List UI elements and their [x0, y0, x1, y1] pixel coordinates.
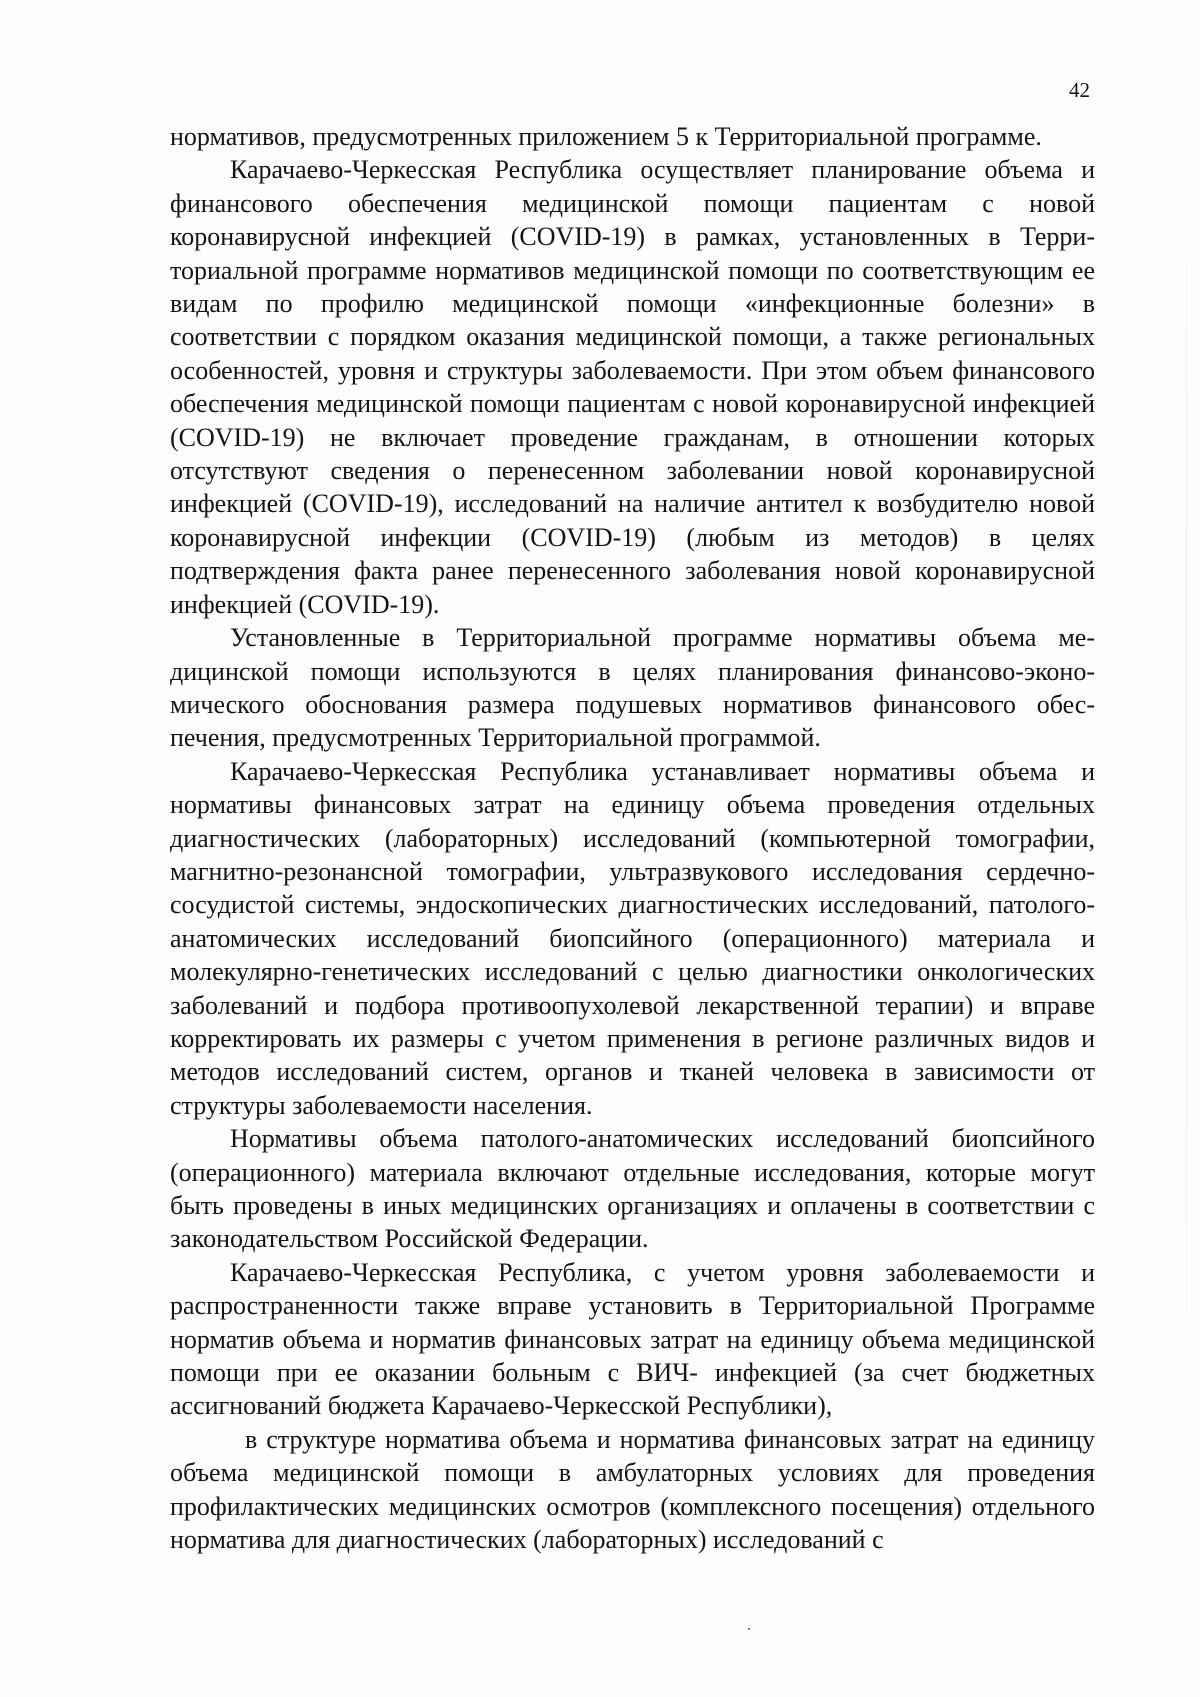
- paragraph-hiv-norms: Карачаево-Черкесская Республика, с учетом уровня заболеваемости и распространенности также вправе установить в Территориальной Программе норматив объема и норматив финансовых затрат на единицу объема медицинской помощи при ее оказании больным с ВИЧ- инфекцией (за счет бюджетных ассигнований бюджета Карачаево-Черкесской Республики),: [170, 1257, 1095, 1421]
- scan-edge-shadow: [1186, 38, 1187, 1658]
- paragraph-pathology-norms: Нормативы объема патолого-анатомических исследований биопсийного (операционного) материала включают отдельные исследования, которые могут быть проведены в иных медицинских организациях и оплачены в соответствии с законодательством Российской Федерации.: [170, 1124, 1095, 1254]
- scan-speck: [748, 1628, 750, 1630]
- page-number: 42: [1069, 78, 1090, 102]
- paragraph-volume-norms: Установленные в Территориальной программе нормативы объема медицинской помощи используются в целях планирования финансово-экономического обоснования размера подушевых нормативов финансового обеспечения, предусмотренных Территориальной программой.: [170, 623, 1095, 753]
- paragraph-preventive-exams: в структуре норматива объема и норматива финансовых затрат на единицу объема медицинской помощи в амбулаторных условиях для проведения профилактических медицинских осмотров (комплексного посещения) отдельного норматива для диагностических (лабораторных) исследований с: [170, 1424, 1095, 1555]
- paragraph-diagnostic-norms: Карачаево-Черкесская Республика устанавливает нормативы объема и нормативы финансовых затрат на единицу объема проведения отдельных диагностических (лабораторных) исследований (компьютерной томографии, магнитно-резонансной томографии, ультразвукового исследования сердечно-сосудистой системы, эндоскопических диагностических исследований, патолого-анатомических исследований биопсийного (операционного) материала и молекулярно-генетических исследований с целью диагностики онкологических заболеваний и подбора противоопухолевой лекарственной терапии) и вправе корректировать их размеры с учетом применения в регионе различных видов и методов исследований систем, органов и тканей человека в зависимости от структуры заболеваемости населения.: [170, 756, 1095, 1120]
- document-body: [170, 120, 1095, 1556]
- paragraph-covid-planning: Карачаево-Черкесская Республика осуществляет планирование объема и финансового обеспечения медицинской помощи пациентам с новой коронавирусной инфекцией (COVID-19) в рамках, установленных в Территориальной программе нормативов медицинской помощи по соответствующим ее видам по профилю медицинской помощи «инфекционные болезни» в соответствии с порядком оказания медицинской помощи, а также региональных особенностей, уровня и структуры заболеваемости. При этом объем финансового обеспечения медицинской помощи пациентам с новой коронавирусной инфекцией (COVID-19) не включает проведение гражданам, в отношении которых отсутствуют сведения о перенесенном заболевании новой коронавирусной инфекцией (COVID-19), исследований на наличие антител к возбудителю новой коронавирусной инфекции (COVID-19) (любым из методов) в целях подтверждения факта ранее перенесенного заболевания новой коронавирусной инфекцией (COVID-19).: [170, 155, 1095, 619]
- paragraph-continuation: нормативов, предусмотренных приложением 5 к Территориальной программе.: [170, 122, 1042, 151]
